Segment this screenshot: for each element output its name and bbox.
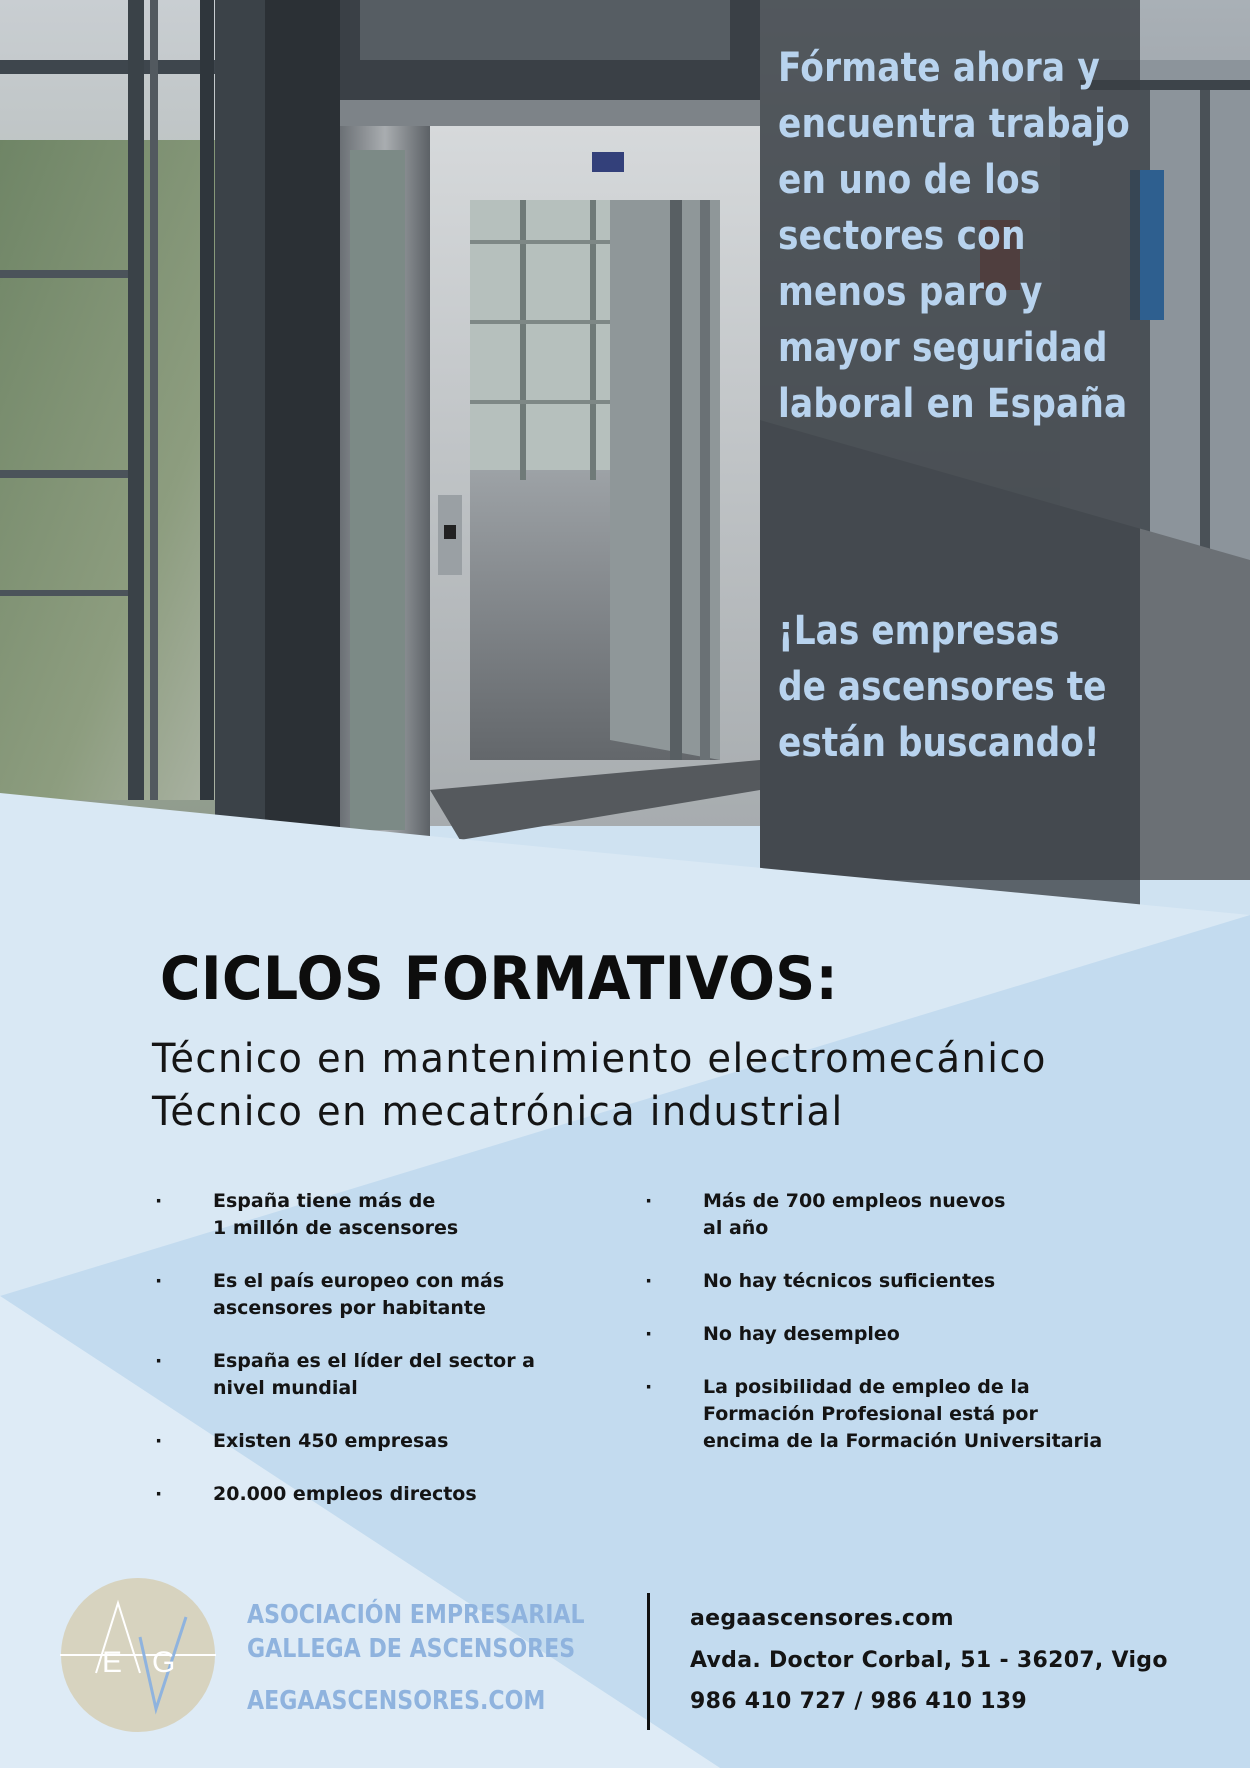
list-item: [155, 1348, 575, 1402]
list-item: [155, 1268, 575, 1322]
bullet-marker: ·: [155, 1190, 163, 1212]
contact-phones: 986 410 727 / 986 410 139: [690, 1689, 1028, 1714]
list-item-text: 20.000 empleos directos: [213, 1483, 477, 1505]
list-item: [155, 1188, 575, 1242]
logo-letter: G: [152, 1646, 176, 1679]
hero-headline: [778, 40, 1174, 432]
hero-callout-line: ¡Las empresas: [778, 608, 1060, 654]
logo-letter: E: [102, 1646, 123, 1679]
hero-headline-line: encuentra trabajo: [778, 101, 1130, 147]
bullet-marker: ·: [645, 1323, 653, 1345]
hero-headline-line: en uno de los: [778, 157, 1041, 203]
list-item-text: La posibilidad de empleo de la Formación Profesional está por encima de la Formación Universitaria: [703, 1376, 1103, 1452]
bullet-marker: ·: [645, 1376, 653, 1398]
facts-list-right: [645, 1188, 1105, 1481]
course-name: Técnico en mantenimiento electromecánico: [152, 1036, 1047, 1082]
hero-headline-line: laboral en España: [778, 381, 1128, 427]
facts-list-left: [155, 1188, 575, 1534]
list-item-text: Es el país europeo con más ascensores por habitante: [213, 1270, 505, 1319]
contact-website[interactable]: aegaascensores.com: [690, 1606, 954, 1631]
list-item-text: Existen 450 empresas: [213, 1430, 449, 1452]
contact-address: Avda. Doctor Corbal, 51 - 36207, Vigo: [690, 1648, 1168, 1673]
bullet-marker: ·: [155, 1350, 163, 1372]
hero-callout-line: están buscando!: [778, 720, 1100, 766]
footer-divider: [647, 1593, 650, 1730]
hero-headline-line: Fórmate ahora y: [778, 45, 1101, 91]
bullet-marker: ·: [155, 1483, 163, 1505]
list-item: [645, 1188, 1105, 1242]
list-item-text: No hay técnicos suficientes: [703, 1270, 996, 1292]
aega-logo: [60, 1577, 216, 1733]
hero-headline-line: sectores con: [778, 213, 1026, 259]
hero-callout-line: de ascensores te: [778, 664, 1107, 710]
bullet-marker: ·: [645, 1270, 653, 1292]
hero-headline-line: mayor seguridad: [778, 325, 1108, 371]
list-item-text: España tiene más de 1 millón de ascensores: [213, 1190, 459, 1239]
bullet-marker: ·: [155, 1430, 163, 1452]
list-item: [155, 1481, 575, 1508]
list-item: [155, 1428, 575, 1455]
list-item-text: No hay desempleo: [703, 1323, 900, 1345]
list-item: [645, 1268, 1105, 1295]
list-item: [645, 1374, 1105, 1455]
hero-headline-line: menos paro y: [778, 269, 1043, 315]
list-item-text: España es el líder del sector a nivel mundial: [213, 1350, 536, 1399]
bullet-marker: ·: [155, 1270, 163, 1292]
section-title: CICLOS FORMATIVOS:: [160, 944, 839, 1014]
course-name: Técnico en mecatrónica industrial: [152, 1089, 844, 1135]
association-name: ASOCIACIÓN EMPRESARIAL GALLEGA DE ASCENSORES: [247, 1600, 585, 1664]
list-item: [645, 1321, 1105, 1348]
association-url[interactable]: AEGAASCENSORES.COM: [247, 1686, 546, 1716]
hero-callout: [778, 603, 1174, 771]
bullet-marker: ·: [645, 1190, 653, 1212]
list-item-text: Más de 700 empleos nuevos al año: [703, 1190, 1006, 1239]
